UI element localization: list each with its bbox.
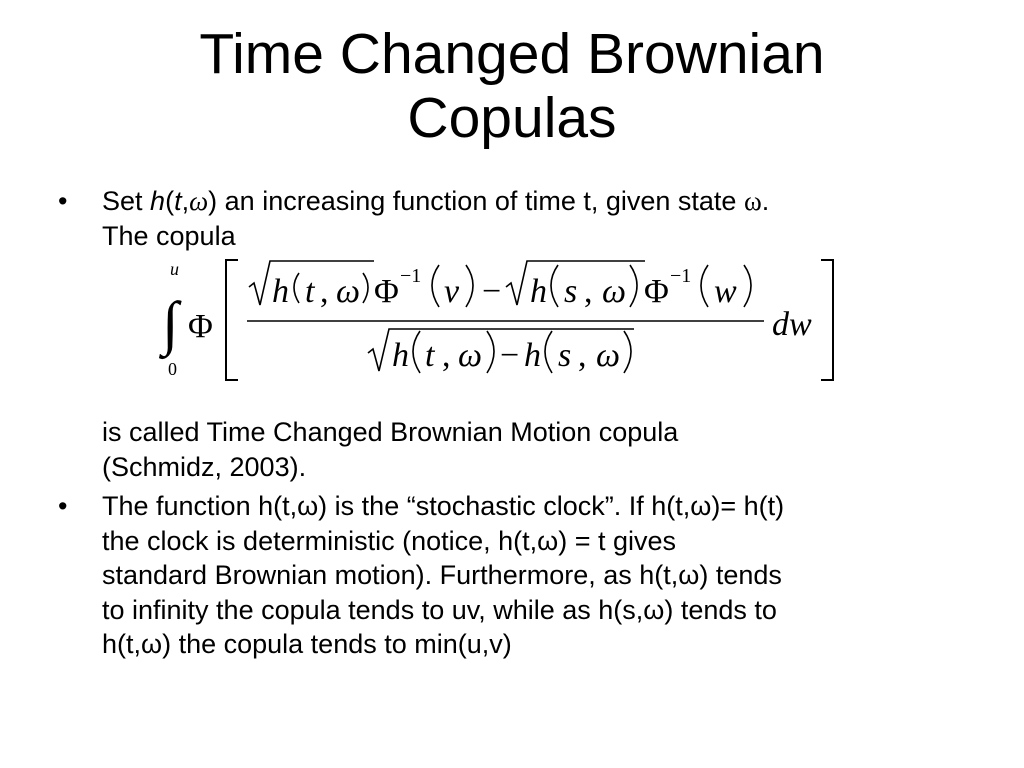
bullet-1-line-2: The copula xyxy=(102,220,236,251)
num-exp-1: −1 xyxy=(400,265,422,287)
bullet-item-2 xyxy=(58,489,978,662)
den-paren-close-2 xyxy=(624,331,631,373)
num-paren-open-2 xyxy=(432,265,439,307)
right-bracket xyxy=(821,260,833,380)
bullet-marker: • xyxy=(58,491,68,521)
bullet-2-line-1: The function h(t,ω) is the “stochastic clock”. If h(t,ω)= h(t) xyxy=(102,491,785,521)
den-omega-2: ω xyxy=(596,337,621,374)
den-comma-1: , xyxy=(442,337,451,374)
integral-lower-limit: 0 xyxy=(168,359,177,379)
bullet-1-text-set: Set xyxy=(102,186,151,216)
num-paren-open-3 xyxy=(551,265,558,307)
bullet-1-omega-2: ω xyxy=(743,186,762,216)
title-line-1: Time Changed Brownian xyxy=(199,22,825,86)
den-paren-open-1 xyxy=(413,331,420,373)
den-h-1: h xyxy=(392,337,409,374)
bullet-1-after-line-1: is called Time Changed Brownian Motion copula xyxy=(102,417,679,447)
bullet-marker: • xyxy=(58,186,68,216)
bullet-2-line-3: standard Brownian motion). Furthermore, as h(t,ω) tends xyxy=(102,560,782,590)
bullet-1-t: t xyxy=(174,186,182,216)
num-paren-open-4 xyxy=(701,265,708,307)
formula-svg xyxy=(102,257,862,407)
slide-title xyxy=(0,22,1024,150)
bullet-2-line-4: to infinity the copula tends to uv, while as h(s,ω) tends to xyxy=(102,594,777,625)
integral-upper-limit: u xyxy=(170,259,179,279)
num-s: s xyxy=(564,273,578,310)
num-v: v xyxy=(444,273,460,310)
den-omega-1: ω xyxy=(458,337,483,374)
bullet-1-omega: ω xyxy=(189,186,209,216)
num-comma-2: , xyxy=(584,273,593,310)
num-omega-2: ω xyxy=(602,273,627,310)
bullet-1-period: . xyxy=(761,186,770,216)
outer-phi: Φ xyxy=(188,308,213,345)
den-comma-2: , xyxy=(578,337,587,374)
den-minus: − xyxy=(500,337,520,374)
bullet-1-line-1 xyxy=(102,184,978,219)
num-minus: − xyxy=(482,273,502,310)
bullet-list xyxy=(58,184,978,662)
num-h-1: h xyxy=(272,273,289,310)
num-exp-2: −1 xyxy=(670,265,692,287)
bullet-1-paren-open: ( xyxy=(165,186,175,216)
num-h-2: h xyxy=(530,273,547,310)
bullet-2-line-5: h(t,ω) the copula tends to min(u,v) xyxy=(102,629,512,659)
den-t: t xyxy=(425,337,435,374)
num-t: t xyxy=(305,273,315,310)
bullet-1-after-line-2: (Schmidz, 2003). xyxy=(102,451,307,482)
num-phi-2: Φ xyxy=(644,273,669,310)
den-paren-close-1 xyxy=(487,331,494,373)
bullet-2-line-2: the clock is deterministic (notice, h(t,ω) = t gives xyxy=(102,525,677,556)
num-paren-close-1 xyxy=(363,273,368,303)
left-bracket xyxy=(226,260,238,380)
num-w: w xyxy=(714,273,737,310)
copula-formula xyxy=(102,257,978,407)
bullet-item-1 xyxy=(58,184,978,484)
title-line-2: Copulas xyxy=(407,86,617,150)
bullet-1-h: h xyxy=(150,186,166,216)
num-comma-1: , xyxy=(320,273,329,310)
bullet-1-comma: , xyxy=(181,186,190,216)
num-paren-close-3 xyxy=(630,265,637,307)
den-paren-open-2 xyxy=(545,331,552,373)
den-s: s xyxy=(558,337,572,374)
num-omega-1: ω xyxy=(336,273,361,310)
bullet-1-text-main: ) an increasing function of time t, given state xyxy=(208,186,744,216)
differential-dw: dw xyxy=(772,306,812,343)
integral-sign: ∫ xyxy=(162,290,179,356)
num-paren-open-1 xyxy=(294,273,299,303)
num-phi-1: Φ xyxy=(374,273,399,310)
num-paren-close-2 xyxy=(466,265,473,307)
den-h-2: h xyxy=(524,337,541,374)
num-paren-close-4 xyxy=(744,265,751,307)
